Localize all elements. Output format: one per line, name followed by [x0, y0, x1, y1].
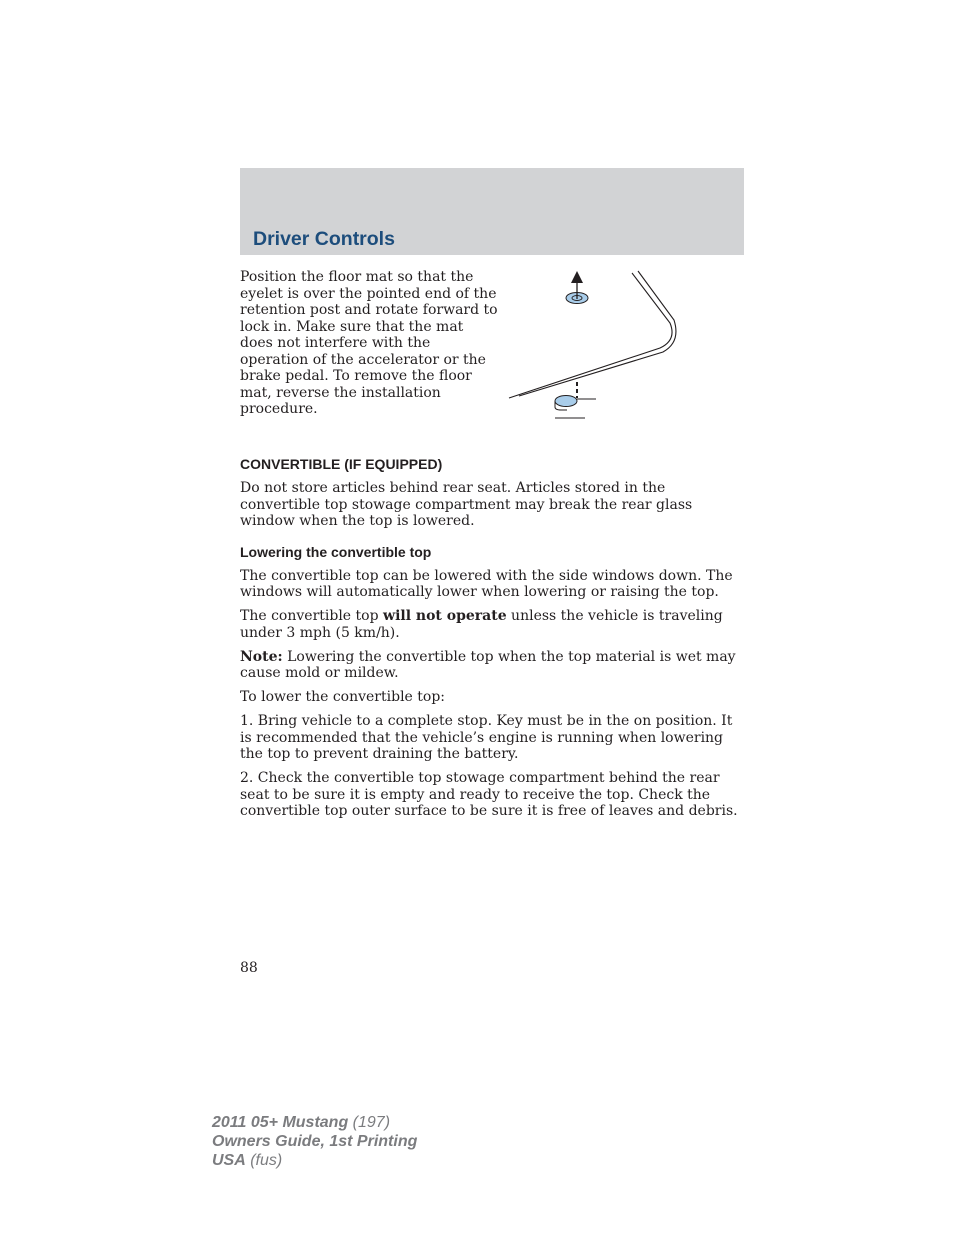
convertible-section	[240, 456, 746, 827]
footer-market: USA	[212, 1152, 246, 1169]
footer-line-3	[212, 1151, 417, 1170]
paragraph-lower-intro: To lower the convertible top:	[240, 689, 446, 705]
footer-market-code: (fus)	[245, 1152, 283, 1169]
footer-line-1	[212, 1113, 417, 1132]
paragraph-speed-limit	[240, 608, 746, 641]
document-footer	[212, 1113, 417, 1170]
section-header-band	[240, 168, 744, 255]
subsection-heading: Lowering the convertible top	[240, 543, 432, 560]
footer-model: 2011 05+ Mustang	[212, 1114, 349, 1131]
speed-limit-text-post: unless the vehicle is traveling under 3 mph (5 km/h).	[240, 608, 723, 641]
section-heading: CONVERTIBLE (IF EQUIPPED)	[240, 456, 443, 472]
step-2: 2. Check the convertible top stowage compartment behind the rear seat to be sure it is empty and ready to receive the top. Check the convertible top outer surface to be sure it is free of leaves and debris.	[240, 770, 738, 819]
note-label: Note:	[240, 648, 283, 665]
footer-guide: Owners Guide, 1st Printing	[212, 1133, 418, 1150]
page-number: 88	[240, 960, 258, 976]
paragraph-side-windows: The convertible top can be lowered with the side windows down. The windows will automatically lower when lowering or raising the top.	[240, 567, 733, 600]
speed-limit-emphasis: will not operate	[383, 608, 507, 624]
step-1: 1. Bring vehicle to a complete stop. Key must be in the on position. It is recommended that the vehicle’s engine is running when lowering the top to prevent draining the battery.	[240, 713, 733, 762]
footer-model-code: (197)	[348, 1114, 391, 1131]
floor-mat-instructions: Position the floor mat so that the eyelet is over the pointed end of the retention post and rotate forward to lock in. Make sure that the mat does not interfere with the operation of the accelerator or the brake pedal. To remove the floor mat, reverse the installation procedure.	[240, 269, 498, 417]
floor-mat-retention-icon	[505, 268, 685, 426]
footer-line-2	[212, 1132, 417, 1151]
floor-mat-retention-figure	[505, 268, 685, 426]
paragraph-note	[240, 649, 746, 682]
note-text: Lowering the convertible top when the top material is wet may cause mold or mildew.	[240, 648, 736, 681]
paragraph-storage-warning: Do not store articles behind rear seat. Articles stored in the convertible top stowage compartment may break the rear glass window when the top is lowered.	[240, 480, 693, 529]
page-title: Driver Controls	[253, 228, 395, 250]
speed-limit-text-pre: The convertible top	[240, 608, 384, 624]
